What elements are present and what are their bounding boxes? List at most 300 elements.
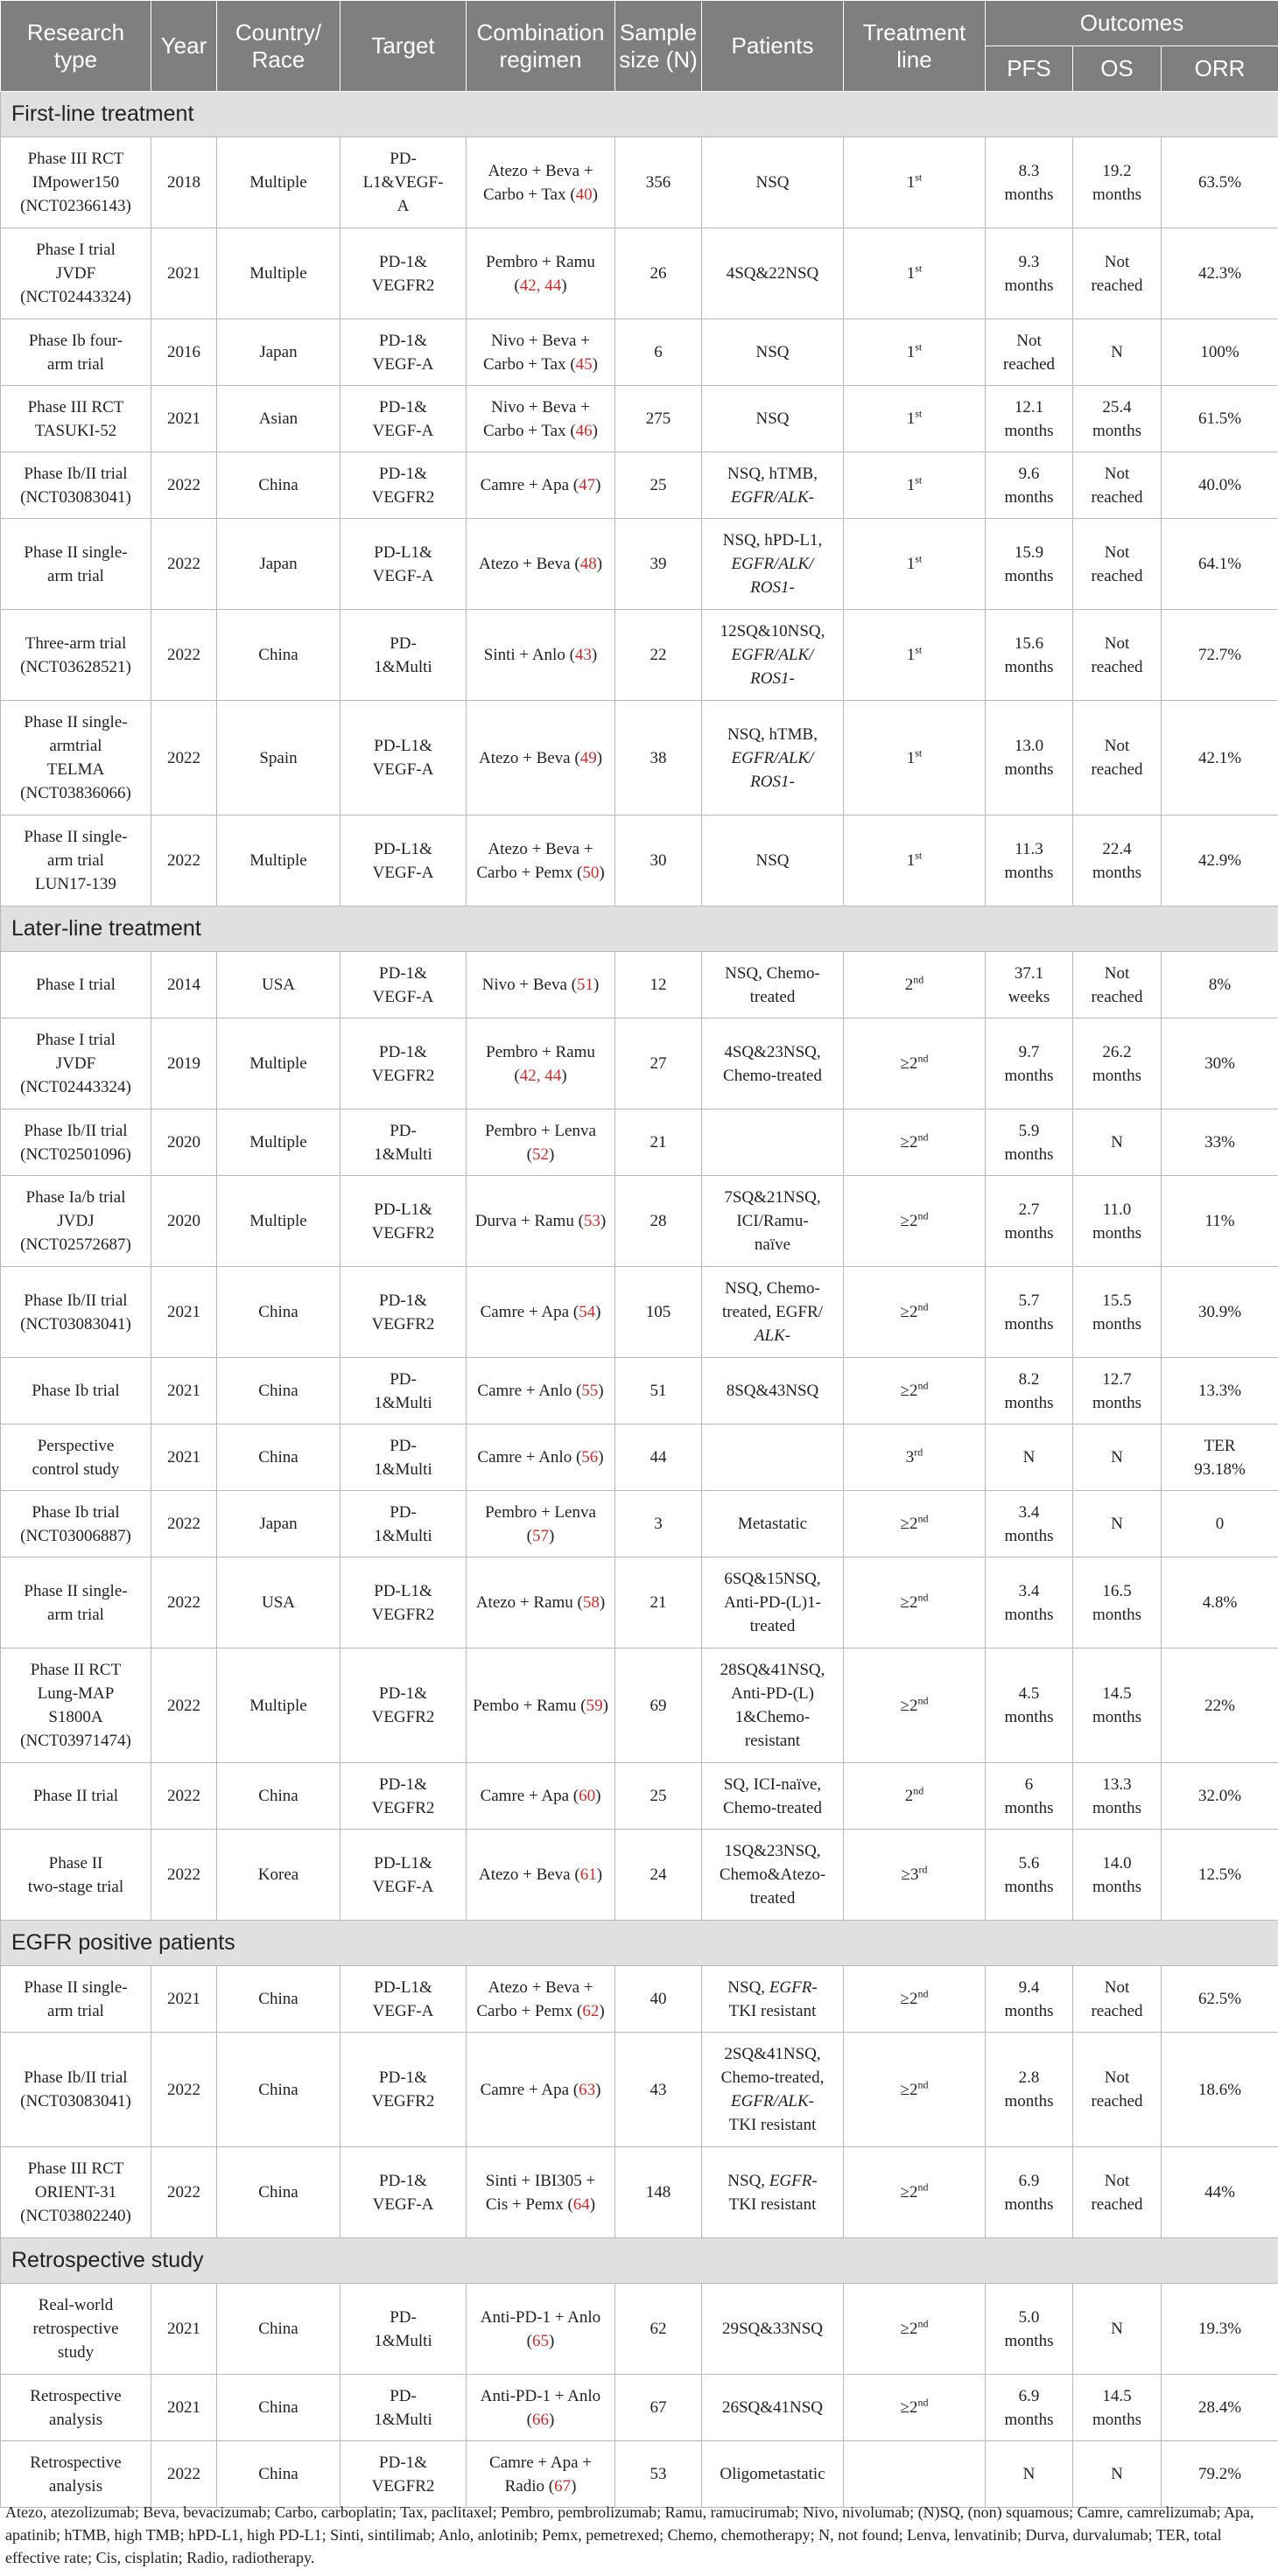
cell-orr: 72.7% bbox=[1162, 610, 1278, 701]
cell-os: Not reached bbox=[1073, 228, 1162, 319]
cell-country: Multiple bbox=[217, 1110, 341, 1176]
header-os: OS bbox=[1073, 46, 1162, 92]
cell-patients: NSQ bbox=[702, 816, 844, 906]
cell-os: Not reached bbox=[1073, 2147, 1162, 2238]
table-row bbox=[1, 610, 1278, 701]
cell-country: USA bbox=[217, 952, 341, 1018]
cell-orr: 12.5% bbox=[1162, 1830, 1278, 1921]
cell-treatment-line bbox=[844, 386, 986, 452]
cell-year: 2022 bbox=[151, 816, 217, 906]
line-number: 1 bbox=[906, 851, 916, 870]
line-ordinal: nd bbox=[917, 2180, 929, 2194]
cell-research-type: Phase III RCT TASUKI-52 bbox=[1, 386, 151, 452]
table-row bbox=[1, 2441, 1278, 2508]
cell-regimen: Nivo + Beva + Carbo + Tax (45) bbox=[467, 319, 615, 386]
cell-patients: NSQ, hTMB, EGFR/ALK/ ROS1- bbox=[702, 701, 844, 816]
table-row bbox=[1, 1110, 1278, 1176]
cell-patients: NSQ, hTMB, EGFR/ALK- bbox=[702, 452, 844, 519]
cell-patients: NSQ bbox=[702, 319, 844, 386]
section-header-row bbox=[1, 2238, 1278, 2284]
regimen-text: Anti-PD-1 + Anlo bbox=[480, 2386, 601, 2405]
cell-orr: 61.5% bbox=[1162, 386, 1278, 452]
cell-year: 2021 bbox=[151, 2284, 217, 2375]
cell-target: PD-1& VEGF-A bbox=[341, 386, 467, 452]
cell-pfs: 2.8 months bbox=[986, 2033, 1073, 2147]
table-row bbox=[1, 137, 1278, 228]
cell-pfs: N bbox=[986, 2441, 1073, 2508]
line-ordinal: st bbox=[915, 643, 923, 656]
cell-orr: 32.0% bbox=[1162, 1763, 1278, 1830]
cell-research-type: Three-arm trial (NCT03628521) bbox=[1, 610, 151, 701]
table-row bbox=[1, 519, 1278, 610]
cell-regimen: Durva + Ramu (53) bbox=[467, 1176, 615, 1267]
cell-country: Multiple bbox=[217, 137, 341, 228]
cell-sample-size: 27 bbox=[615, 1018, 702, 1110]
cell-orr: 42.3% bbox=[1162, 228, 1278, 319]
header-year: Year bbox=[151, 1, 217, 92]
table-row bbox=[1, 701, 1278, 816]
cell-os: N bbox=[1073, 1491, 1162, 1558]
cell-pfs: 9.6 months bbox=[986, 452, 1073, 519]
cell-country: China bbox=[217, 452, 341, 519]
cell-target: PD- 1&Multi bbox=[341, 1424, 467, 1491]
cell-regimen: Nivo + Beva + Carbo + Tax (46) bbox=[467, 386, 615, 452]
line-number: ≥2 bbox=[900, 1054, 918, 1073]
cell-sample-size: 275 bbox=[615, 386, 702, 452]
line-number: ≥2 bbox=[900, 2183, 918, 2202]
cell-os: Not reached bbox=[1073, 701, 1162, 816]
cell-research-type: Phase III RCT ORIENT-31 (NCT03802240) bbox=[1, 2147, 151, 2238]
cell-target: PD-1& VEGFR2 bbox=[341, 1763, 467, 1830]
cell-research-type: Phase II single- armtrial TELMA (NCT03836066) bbox=[1, 701, 151, 816]
cell-country: Asian bbox=[217, 386, 341, 452]
cell-os: Not reached bbox=[1073, 519, 1162, 610]
cell-year: 2022 bbox=[151, 1763, 217, 1830]
cell-country: Multiple bbox=[217, 228, 341, 319]
regimen-text: Nivo + Beva + Carbo + Tax bbox=[483, 397, 590, 440]
cell-year: 2022 bbox=[151, 1558, 217, 1648]
cell-treatment-line bbox=[844, 1966, 986, 2033]
cell-pfs: 5.0 months bbox=[986, 2284, 1073, 2375]
line-number: ≥2 bbox=[900, 1593, 918, 1612]
table-row bbox=[1, 319, 1278, 386]
reference-link[interactable]: 53 bbox=[583, 1212, 600, 1230]
cell-target: PD-L1& VEGF-A bbox=[341, 519, 467, 610]
cell-treatment-line bbox=[844, 319, 986, 386]
reference-link[interactable]: 62 bbox=[582, 2001, 600, 2020]
cell-pfs: 5.9 months bbox=[986, 1110, 1073, 1176]
reference-link[interactable]: 47 bbox=[579, 476, 596, 494]
cell-patients: 26SQ&41NSQ bbox=[702, 2375, 844, 2441]
cell-os: 14.5 months bbox=[1073, 1648, 1162, 1763]
reference-link[interactable]: 54 bbox=[579, 1303, 596, 1321]
cell-country: Japan bbox=[217, 319, 341, 386]
line-number: ≥2 bbox=[900, 1515, 918, 1533]
cell-sample-size: 69 bbox=[615, 1648, 702, 1763]
cell-patients: 2SQ&41NSQ, Chemo-treated, EGFR/ALK- TKI resistant bbox=[702, 2033, 844, 2147]
cell-year: 2022 bbox=[151, 610, 217, 701]
cell-sample-size: 105 bbox=[615, 1267, 702, 1358]
cell-sample-size: 12 bbox=[615, 952, 702, 1018]
cell-country: China bbox=[217, 2033, 341, 2147]
line-number: 3 bbox=[905, 1448, 915, 1466]
cell-target: PD-1& VEGFR2 bbox=[341, 1648, 467, 1763]
line-ordinal: nd bbox=[913, 1784, 924, 1797]
reference-link[interactable]: 43 bbox=[574, 646, 592, 664]
cell-target: PD-1& VEGFR2 bbox=[341, 228, 467, 319]
cell-country: China bbox=[217, 2441, 341, 2508]
cell-regimen: Camre + Apa (63) bbox=[467, 2033, 615, 2147]
reference-link[interactable]: 66 bbox=[532, 2410, 549, 2429]
line-number: 1 bbox=[906, 476, 916, 494]
reference-link[interactable]: 64 bbox=[572, 2194, 590, 2214]
line-number: 1 bbox=[906, 410, 916, 428]
reference-link[interactable]: 52 bbox=[532, 1144, 549, 1164]
cell-pfs: N bbox=[986, 1424, 1073, 1491]
cell-os: 14.0 months bbox=[1073, 1830, 1162, 1921]
table-row bbox=[1, 2284, 1278, 2375]
cell-year: 2021 bbox=[151, 228, 217, 319]
table-row bbox=[1, 2033, 1278, 2147]
table-body bbox=[1, 92, 1278, 2508]
cell-regimen: Atezo + Beva + Carbo + Pemx (50) bbox=[467, 816, 615, 906]
cell-os: N bbox=[1073, 319, 1162, 386]
cell-os: 14.5 months bbox=[1073, 2375, 1162, 2441]
cell-sample-size: 28 bbox=[615, 1176, 702, 1267]
cell-target: PD-L1& VEGF-A bbox=[341, 701, 467, 816]
table-row bbox=[1, 2147, 1278, 2238]
regimen-text: Atezo + Ramu bbox=[475, 1593, 573, 1612]
cell-pfs: 3.4 months bbox=[986, 1558, 1073, 1648]
cell-regimen: Atezo + Beva (49) bbox=[467, 701, 615, 816]
regimen-text: Pembo + Ramu bbox=[473, 1696, 577, 1715]
line-ordinal: st bbox=[915, 407, 923, 420]
cell-treatment-line bbox=[844, 452, 986, 519]
regimen-text: Atezo + Beva + Carbo + Pemx bbox=[476, 1978, 593, 2020]
cell-target: PD- 1&Multi bbox=[341, 610, 467, 701]
cell-regimen: Pembro + Ramu (42, 44) bbox=[467, 228, 615, 319]
cell-country: China bbox=[217, 2375, 341, 2441]
cell-os: N bbox=[1073, 1424, 1162, 1491]
header-outcomes: Outcomes bbox=[986, 1, 1278, 46]
cell-treatment-line bbox=[844, 1830, 986, 1921]
cell-research-type: Phase Ib trial (NCT03006887) bbox=[1, 1491, 151, 1558]
cell-year: 2021 bbox=[151, 386, 217, 452]
reference-link[interactable]: 55 bbox=[581, 1382, 599, 1400]
cell-patients: Metastatic bbox=[702, 1491, 844, 1558]
regimen-text: Atezo + Beva bbox=[478, 748, 571, 767]
cell-patients: NSQ, Chemo- treated, EGFR/ ALK- bbox=[702, 1267, 844, 1358]
cell-treatment-line bbox=[844, 1267, 986, 1358]
reference-link[interactable]: 57 bbox=[532, 1526, 549, 1545]
section-title: Later-line treatment bbox=[1, 906, 1278, 952]
regimen-text: Camre + Anlo bbox=[477, 1382, 572, 1400]
cell-treatment-line bbox=[844, 1176, 986, 1267]
cell-patients bbox=[702, 1110, 844, 1176]
line-number: ≥2 bbox=[900, 1382, 918, 1400]
cell-patients: 6SQ&15NSQ, Anti-PD-(L)1- treated bbox=[702, 1558, 844, 1648]
cell-orr: 40.0% bbox=[1162, 452, 1278, 519]
cell-sample-size: 44 bbox=[615, 1424, 702, 1491]
cell-regimen: Nivo + Beva (51) bbox=[467, 952, 615, 1018]
table-row bbox=[1, 1830, 1278, 1921]
line-ordinal: nd bbox=[917, 1130, 929, 1144]
line-ordinal: nd bbox=[917, 1512, 929, 1525]
cell-research-type: Phase II single- arm trial bbox=[1, 519, 151, 610]
line-ordinal: nd bbox=[917, 1694, 929, 1707]
cell-regimen: Sinti + Anlo (43) bbox=[467, 610, 615, 701]
table-row bbox=[1, 816, 1278, 906]
cell-year: 2020 bbox=[151, 1110, 217, 1176]
cell-target: PD- 1&Multi bbox=[341, 1358, 467, 1424]
reference-link[interactable]: 51 bbox=[577, 976, 593, 994]
cell-year: 2022 bbox=[151, 2441, 217, 2508]
cell-sample-size: 21 bbox=[615, 1110, 702, 1176]
cell-year: 2022 bbox=[151, 452, 217, 519]
table-header bbox=[1, 1, 1278, 92]
cell-country: Multiple bbox=[217, 1176, 341, 1267]
regimen-text: Sinti + Anlo bbox=[483, 646, 565, 664]
cell-regimen: Pembro + Lenva (57) bbox=[467, 1491, 615, 1558]
cell-research-type: Phase II trial bbox=[1, 1763, 151, 1830]
reference-link[interactable]: 63 bbox=[579, 2080, 596, 2099]
cell-regimen: Camre + Anlo (55) bbox=[467, 1358, 615, 1424]
reference-link[interactable]: 50 bbox=[582, 863, 600, 882]
table-row bbox=[1, 1648, 1278, 1763]
table-row bbox=[1, 1558, 1278, 1648]
cell-treatment-line bbox=[844, 816, 986, 906]
line-number: ≥2 bbox=[900, 1133, 918, 1152]
cell-regimen: Pembo + Ramu (59) bbox=[467, 1648, 615, 1763]
cell-sample-size: 40 bbox=[615, 1966, 702, 2033]
line-ordinal: rd bbox=[914, 1446, 923, 1459]
regimen-text: Atezo + Beva bbox=[478, 555, 571, 573]
cell-patients: NSQ, hPD-L1, EGFR/ALK/ ROS1- bbox=[702, 519, 844, 610]
cell-country: Spain bbox=[217, 701, 341, 816]
cell-os: N bbox=[1073, 2284, 1162, 2375]
cell-sample-size: 6 bbox=[615, 319, 702, 386]
cell-treatment-line bbox=[844, 228, 986, 319]
reference-link[interactable]: 48 bbox=[579, 555, 597, 573]
cell-country: Multiple bbox=[217, 1018, 341, 1110]
reference-link[interactable]: 61 bbox=[579, 1866, 597, 1884]
cell-regimen: Atezo + Beva (48) bbox=[467, 519, 615, 610]
line-ordinal: st bbox=[915, 746, 923, 760]
cell-year: 2022 bbox=[151, 1830, 217, 1921]
line-ordinal: st bbox=[915, 849, 923, 862]
cell-sample-size: 148 bbox=[615, 2147, 702, 2238]
reference-link[interactable]: 59 bbox=[586, 1696, 603, 1715]
cell-orr: 42.1% bbox=[1162, 701, 1278, 816]
line-ordinal: nd bbox=[917, 1591, 929, 1604]
reference-link[interactable]: 46 bbox=[575, 421, 593, 440]
cell-research-type: Real-world retrospective study bbox=[1, 2284, 151, 2375]
line-number: 1 bbox=[906, 343, 916, 361]
cell-regimen: Anti-PD-1 + Anlo (65) bbox=[467, 2284, 615, 2375]
cell-pfs: 12.1 months bbox=[986, 386, 1073, 452]
cell-country: China bbox=[217, 1763, 341, 1830]
cell-year: 2020 bbox=[151, 1176, 217, 1267]
line-ordinal: nd bbox=[917, 1209, 929, 1222]
cell-pfs: 8.3 months bbox=[986, 137, 1073, 228]
section-title: First-line treatment bbox=[1, 92, 1278, 137]
cell-treatment-line bbox=[844, 2147, 986, 2238]
cell-patients: 29SQ&33NSQ bbox=[702, 2284, 844, 2375]
cell-pfs: 37.1 weeks bbox=[986, 952, 1073, 1018]
reference-link[interactable]: 65 bbox=[532, 2331, 549, 2350]
cell-patients: 4SQ&22NSQ bbox=[702, 228, 844, 319]
cell-country: China bbox=[217, 1966, 341, 2033]
line-ordinal: nd bbox=[917, 1987, 929, 2000]
table-row bbox=[1, 1763, 1278, 1830]
cell-orr: 79.2% bbox=[1162, 2441, 1278, 2508]
cell-regimen: Camre + Apa (54) bbox=[467, 1267, 615, 1358]
table-row bbox=[1, 1358, 1278, 1424]
cell-target: PD-1& VEGF-A bbox=[341, 952, 467, 1018]
regimen-text: Atezo + Beva + Carbo + Pemx bbox=[476, 839, 593, 882]
cell-os: 19.2 months bbox=[1073, 137, 1162, 228]
header-sample-size: Sample size (N) bbox=[615, 1, 702, 92]
cell-research-type: Perspective control study bbox=[1, 1424, 151, 1491]
cell-target: PD-L1& VEGFR2 bbox=[341, 1558, 467, 1648]
cell-country: China bbox=[217, 2147, 341, 2238]
table-row bbox=[1, 1424, 1278, 1491]
regimen-text: Pembro + Lenva bbox=[485, 1502, 596, 1522]
header-target: Target bbox=[341, 1, 467, 92]
cell-year: 2022 bbox=[151, 1491, 217, 1558]
cell-regimen: Pembro + Lenva (52) bbox=[467, 1110, 615, 1176]
line-ordinal: st bbox=[915, 552, 923, 565]
cell-country: Korea bbox=[217, 1830, 341, 1921]
cell-os: N bbox=[1073, 2441, 1162, 2508]
cell-country: China bbox=[217, 1267, 341, 1358]
cell-treatment-line bbox=[844, 952, 986, 1018]
cell-target: PD-1& VEGFR2 bbox=[341, 1267, 467, 1358]
line-ordinal: st bbox=[915, 340, 923, 354]
line-number: 2 bbox=[904, 1787, 914, 1805]
cell-regimen: Camre + Apa + Radio (67) bbox=[467, 2441, 615, 2508]
line-number: ≥3 bbox=[901, 1866, 919, 1884]
cell-patients: NSQ bbox=[702, 137, 844, 228]
cell-research-type: Phase Ia/b trial JVDJ (NCT02572687) bbox=[1, 1176, 151, 1267]
cell-patients: 4SQ&23NSQ, Chemo-treated bbox=[702, 1018, 844, 1110]
cell-year: 2021 bbox=[151, 2375, 217, 2441]
cell-pfs: 8.2 months bbox=[986, 1358, 1073, 1424]
cell-pfs: 4.5 months bbox=[986, 1648, 1073, 1763]
cell-treatment-line bbox=[844, 2284, 986, 2375]
cell-orr: 30% bbox=[1162, 1018, 1278, 1110]
reference-link[interactable]: 60 bbox=[579, 1787, 596, 1805]
regimen-text: Camre + Apa bbox=[480, 1303, 570, 1321]
table-row bbox=[1, 2375, 1278, 2441]
line-ordinal: nd bbox=[917, 1052, 929, 1065]
cell-target: PD-1& VEGF-A bbox=[341, 2147, 467, 2238]
cell-target: PD-1& VEGFR2 bbox=[341, 452, 467, 519]
regimen-text: Pembro + Ramu bbox=[486, 1042, 595, 1061]
cell-target: PD- 1&Multi bbox=[341, 1491, 467, 1558]
cell-os: 16.5 months bbox=[1073, 1558, 1162, 1648]
cell-year: 2021 bbox=[151, 1966, 217, 2033]
cell-sample-size: 22 bbox=[615, 610, 702, 701]
cell-research-type: Phase Ib/II trial (NCT02501096) bbox=[1, 1110, 151, 1176]
cell-year: 2016 bbox=[151, 319, 217, 386]
cell-treatment-line bbox=[844, 1110, 986, 1176]
reference-link[interactable]: 45 bbox=[575, 354, 593, 374]
cell-treatment-line bbox=[844, 2441, 986, 2508]
cell-research-type: Phase II single- arm trial bbox=[1, 1558, 151, 1648]
reference-link[interactable]: 42, 44 bbox=[519, 1066, 562, 1085]
cell-orr: 100% bbox=[1162, 319, 1278, 386]
line-number: 1 bbox=[906, 173, 916, 192]
cell-treatment-line bbox=[844, 1491, 986, 1558]
cell-target: PD-1& VEGF-A bbox=[341, 319, 467, 386]
cell-research-type: Phase II single- arm trial bbox=[1, 1966, 151, 2033]
cell-pfs: 6 months bbox=[986, 1763, 1073, 1830]
line-number: 1 bbox=[906, 264, 916, 283]
reference-link[interactable]: 67 bbox=[554, 2476, 572, 2496]
reference-link[interactable]: 40 bbox=[575, 185, 593, 204]
reference-link[interactable]: 56 bbox=[581, 1448, 599, 1466]
cell-treatment-line bbox=[844, 1424, 986, 1491]
cell-year: 2019 bbox=[151, 1018, 217, 1110]
header-orr: ORR bbox=[1162, 46, 1278, 92]
reference-link[interactable]: 49 bbox=[579, 748, 597, 767]
cell-year: 2021 bbox=[151, 1424, 217, 1491]
cell-os: Not reached bbox=[1073, 952, 1162, 1018]
cell-pfs: 6.9 months bbox=[986, 2147, 1073, 2238]
cell-os: 25.4 months bbox=[1073, 386, 1162, 452]
section-header-row bbox=[1, 906, 1278, 952]
cell-regimen: Sinti + IBI305 + Cis + Pemx (64) bbox=[467, 2147, 615, 2238]
line-number: 1 bbox=[906, 646, 916, 664]
reference-link[interactable]: 58 bbox=[582, 1593, 600, 1612]
cell-orr: TER 93.18% bbox=[1162, 1424, 1278, 1491]
cell-regimen: Atezo + Ramu (58) bbox=[467, 1558, 615, 1648]
cell-year: 2022 bbox=[151, 2033, 217, 2147]
table-row bbox=[1, 1267, 1278, 1358]
cell-treatment-line bbox=[844, 701, 986, 816]
cell-research-type: Phase III RCT IMpower150 (NCT02366143) bbox=[1, 137, 151, 228]
cell-treatment-line bbox=[844, 610, 986, 701]
cell-country: China bbox=[217, 1358, 341, 1424]
cell-target: PD-L1& VEGFR2 bbox=[341, 1176, 467, 1267]
cell-orr: 42.9% bbox=[1162, 816, 1278, 906]
line-ordinal: nd bbox=[917, 2078, 929, 2091]
table-row bbox=[1, 228, 1278, 319]
cell-research-type: Phase I trial JVDF (NCT02443324) bbox=[1, 1018, 151, 1110]
line-number: ≥2 bbox=[900, 1696, 918, 1715]
cell-sample-size: 38 bbox=[615, 701, 702, 816]
regimen-text: Camre + Apa bbox=[480, 2080, 570, 2099]
cell-os: Not reached bbox=[1073, 452, 1162, 519]
regimen-text: Nivo + Beva + Carbo + Tax bbox=[483, 331, 590, 374]
cell-pfs: 5.6 months bbox=[986, 1830, 1073, 1921]
cell-orr: 63.5% bbox=[1162, 137, 1278, 228]
cell-pfs: 6.9 months bbox=[986, 2375, 1073, 2441]
cell-patients: 28SQ&41NSQ, Anti-PD-(L) 1&Chemo- resistant bbox=[702, 1648, 844, 1763]
line-number: ≥2 bbox=[900, 1212, 918, 1230]
cell-target: PD-L1& VEGF-A bbox=[341, 1830, 467, 1921]
cell-orr: 13.3% bbox=[1162, 1358, 1278, 1424]
cell-sample-size: 3 bbox=[615, 1491, 702, 1558]
regimen-text: Durva + Ramu bbox=[474, 1212, 574, 1230]
reference-link[interactable]: 42, 44 bbox=[519, 276, 562, 295]
regimen-text: Camre + Apa bbox=[480, 476, 570, 494]
regimen-text: Atezo + Beva + Carbo + Tax bbox=[483, 161, 593, 204]
cell-pfs: 9.7 months bbox=[986, 1018, 1073, 1110]
header-pfs: PFS bbox=[986, 46, 1073, 92]
regimen-text: Atezo + Beva bbox=[478, 1866, 571, 1884]
